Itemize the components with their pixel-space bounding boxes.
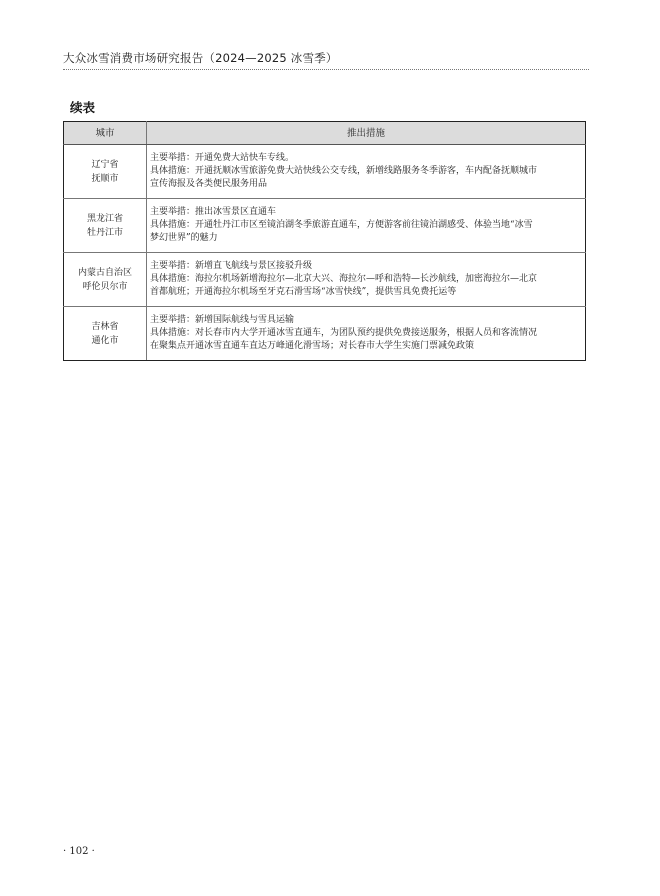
measure-line: 在聚集点开通冰雪直通车直达万峰通化滑雪场；对长春市大学生实施门票减免政策: [150, 341, 475, 351]
measure-line: 主要举措：新增直飞航线与景区接驳升级: [150, 261, 313, 271]
measure-line: 宣传海报及各类便民服务用品: [150, 179, 268, 189]
table-row: [64, 253, 586, 307]
province-name: 辽宁省: [91, 159, 119, 170]
province-name: 黑龙江省: [86, 213, 123, 224]
measure-line: 梦幻世界”的魅力: [150, 233, 218, 243]
province-name: 吉林省: [91, 321, 119, 332]
running-header: 大众冰雪消费市场研究报告（2024—2025 冰雪季）: [63, 51, 338, 65]
page-number: · 102 ·: [63, 846, 95, 857]
city-name: 抚顺市: [91, 173, 119, 184]
measure-line: 具体措施：对长春市内大学开通冰雪直通车，为团队预约提供免费接送服务，根据人员和客流情况: [150, 328, 538, 338]
measure-line: 主要举措：推出冰雪景区直通车: [150, 207, 277, 217]
table-row: [64, 145, 586, 199]
table-row: [64, 307, 586, 361]
measure-line: 首都航班；开通海拉尔机场至牙克石滑雪场“冰雪快线”，提供雪具免费托运等: [150, 287, 457, 297]
province-name: 内蒙古自治区: [77, 267, 132, 278]
city-name: 呼伦贝尔市: [82, 281, 128, 292]
header-divider: [63, 69, 589, 70]
measures-cell: [147, 253, 586, 307]
column-header-measures: 推出措施: [147, 122, 586, 145]
measure-line: 具体措施：海拉尔机场新增海拉尔—北京大兴、海拉尔—呼和浩特—长沙航线，加密海拉尔—北京: [150, 274, 538, 284]
table-header-row: [64, 122, 586, 145]
measure-line: 主要举措：开通免费大站快车专线。: [150, 153, 295, 163]
column-header-city: 城市: [64, 122, 147, 145]
city-name: 牡丹江市: [86, 227, 123, 238]
measure-line: 具体措施：开通抚顺冰雪旅游免费大站快线公交专线，新增线路服务冬季游客，车内配备抚顺城市: [150, 166, 538, 176]
measures-cell: [147, 307, 586, 361]
table-row: [64, 199, 586, 253]
measures-table: [63, 121, 586, 361]
city-name: 通化市: [91, 335, 119, 346]
table-title: 续表: [70, 100, 96, 115]
city-cell: [64, 307, 147, 361]
city-cell: [64, 199, 147, 253]
measure-line: 具体措施：开通牡丹江市区至镜泊湖冬季旅游直通车，方便游客前往镜泊湖感受、体验当地“冰雪: [150, 220, 533, 230]
measure-line: 主要举措：新增国际航线与雪具运输: [150, 315, 295, 325]
measures-cell: [147, 145, 586, 199]
city-cell: [64, 253, 147, 307]
city-cell: [64, 145, 147, 199]
measures-cell: [147, 199, 586, 253]
